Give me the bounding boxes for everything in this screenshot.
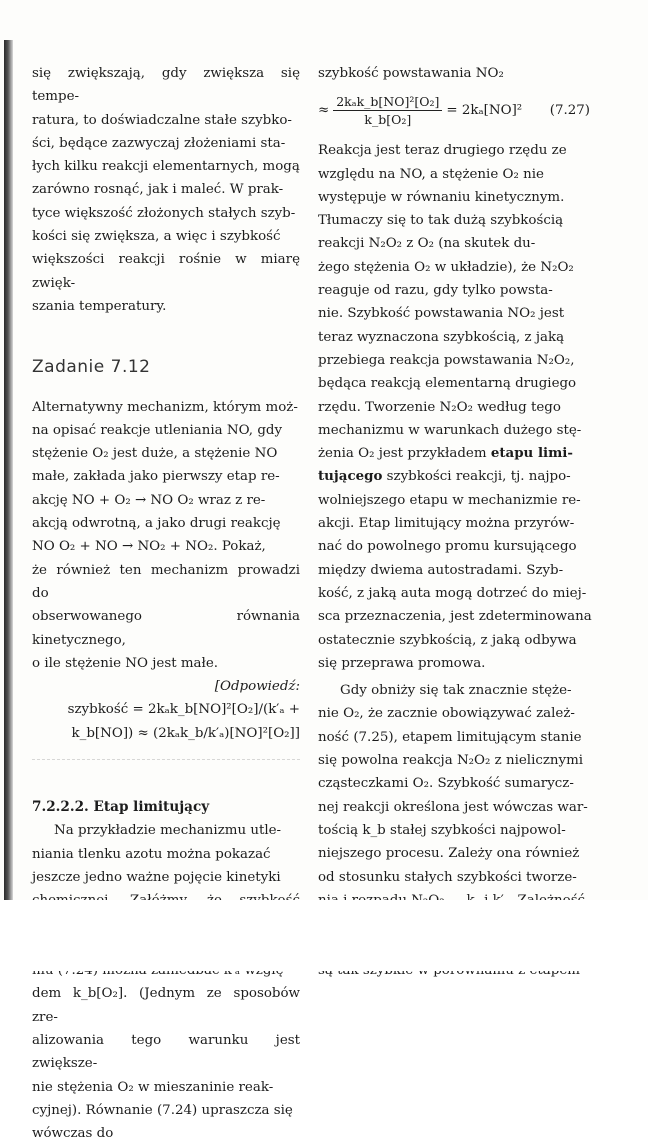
bold-term: tującego [318, 468, 383, 485]
fraction-numerator: 2kₐk_b[NO]²[O₂] [333, 94, 442, 111]
text-line: jeszcze jedno ważne pojęcie kinetyki [32, 869, 281, 885]
page-bottom-margin [0, 900, 648, 971]
text-line: tością k_b stałej szybkości najpowol- [318, 822, 566, 838]
text-line: NO O₂ + NO → NO₂ + NO₂. Pokaż, [32, 539, 266, 555]
text-line: od stosunku stałych szybkości tworze- [318, 869, 577, 885]
fraction-denominator: k_b[O₂] [364, 111, 412, 127]
text-line: ratura, to doświadczalne stałe szybko- [32, 112, 292, 128]
text-line: teraz wyznaczona szybkością, z jaką [318, 329, 565, 345]
answer-line: k_b[NO]) ≈ (2kₐk_b/k′ₐ)[NO]²[O₂]] [71, 725, 300, 741]
section-heading: 7.2.2.2. Etap limitujący [32, 799, 210, 816]
text-line: między dwiema autostradami. Szyb- [318, 562, 564, 578]
text-line: łych kilku reakcji elementarnych, mogą [32, 159, 300, 175]
answer-line: szybkość = 2kₐk_b[NO]²[O₂]/(k′ₐ + [67, 702, 300, 718]
task-answer [32, 675, 300, 745]
text-line: Alternatywny mechanizm, którym moż- [32, 399, 298, 415]
text-line: kość, z jaką auta mogą dotrzeć do miej- [318, 585, 587, 601]
text-line: nać do powolnego promu kursującego [318, 539, 577, 555]
text-line: na opisać reakcje utleniania NO, gdy [32, 422, 283, 438]
text-line: alizowania tego warunku jest zwiększe- [32, 1032, 300, 1072]
text-line: większości reakcji rośnie w miarę zwięk- [32, 252, 300, 291]
text-line: zarówno rosnąć, jak i maleć. W prak- [32, 182, 284, 198]
left-column [32, 62, 300, 1145]
text-line: się przeprawa promowa. [318, 655, 486, 671]
text-line: stężenie O₂ jest duże, a stężenie NO [32, 446, 278, 462]
text-line: wolniejszego etapu w mechanizmie re- [318, 492, 581, 508]
text-line: się powolna reakcja N₂O₂ z nielicznymi [318, 753, 584, 769]
text-span: żenia O₂ jest przykładem [318, 446, 487, 462]
text-line: Gdy obniży się tak znacznie stęże- [340, 683, 572, 699]
text-line: niejszego procesu. Zależy ona również [318, 846, 580, 862]
text-line: ność (7.25), etapem limitującym stanie [318, 729, 582, 745]
text-line: Tłumaczy się to tak dużą szybkością [318, 213, 564, 229]
text-line: nej reakcji określona jest wówczas war- [318, 799, 588, 815]
text-line: reakcji N₂O₂ z O₂ (na skutek du- [318, 236, 536, 252]
text-line: kości się zwiększa, a więc i szybkość [32, 229, 281, 245]
text-line: mechanizmu w warunkach dużego stę- [318, 422, 582, 438]
text-line: Reakcja jest teraz drugiego rzędu ze [318, 143, 567, 159]
text-line: obserwowanego równania kinetycznego, [32, 609, 300, 648]
text-line: nie. Szybkość powstawania NO₂ jest [318, 306, 565, 322]
text-line: akcji. Etap limitujący można przyrów- [318, 516, 575, 532]
text-line: małe, zakłada jako pierwszy etap re- [32, 469, 280, 485]
text-line: będąca reakcją elementarną drugiego [318, 376, 577, 392]
text-line: sca przeznaczenia, jest zdeterminowana [318, 609, 592, 625]
text-line: się zwiększają, gdy zwiększa się tempe- [32, 66, 300, 105]
answer-label: [Odpowiedź: [214, 679, 300, 695]
approx-sign: ≈ [318, 102, 330, 118]
right-column [318, 62, 596, 982]
paragraph-rate-limiting [318, 139, 596, 675]
text-line: względu na NO, a stężenie O₂ nie [318, 166, 544, 182]
text-line: przebiega reakcja powstawania N₂O₂, [318, 352, 575, 368]
bold-term: etapu limi- [490, 445, 573, 462]
text-line: że również ten mechanizm prowadzi do [32, 562, 300, 601]
text-line: akcją odwrotną, a jako drugi reakcję [32, 516, 281, 532]
task-paragraph [32, 396, 300, 676]
text-line: szania temperatury. [32, 298, 167, 314]
text-line: dem k_b[O₂]. (Jednym ze sposobów zre- [32, 986, 300, 1025]
equation-number: (7.27) [549, 102, 590, 118]
text-line: występuje w równaniu kinetycznym. [318, 189, 565, 205]
text-line [318, 442, 596, 465]
equation-body [318, 94, 522, 127]
intro-paragraph [32, 62, 300, 318]
section-paragraph [32, 819, 300, 1145]
task-heading: Zadanie 7.12 [32, 357, 151, 378]
text-line: nie O₂, że zacznie obowiązywać zależ- [318, 706, 575, 722]
text-line: akcję NO + O₂ → NO O₂ wraz z re- [32, 492, 266, 508]
text-line: nie stężenia O₂ w mieszaninie reak- [32, 1079, 274, 1095]
text-line [318, 465, 596, 488]
text-line: o ile stężenie NO jest małe. [32, 655, 219, 671]
equation-rhs: = 2kₐ[NO]² [446, 102, 523, 118]
text-line: ści, będące zazwyczaj złożeniami sta- [32, 135, 286, 151]
text-line: cząsteczkami O₂. Szybkość sumarycz- [318, 776, 574, 792]
text-line: szybkość powstawania NO₂ [318, 66, 504, 81]
text-line: cyjnej). Równanie (7.24) upraszcza się [32, 1102, 293, 1118]
text-line: żego stężenia O₂ w układzie), że N₂O₂ [318, 259, 574, 275]
page-spine-shadow [4, 40, 13, 900]
faint-separator [32, 759, 300, 768]
text-line: Na przykładzie mechanizmu utle- [54, 823, 282, 839]
equation-fraction [333, 94, 442, 127]
equation-7-27 [318, 87, 596, 133]
text-span: szybkości reakcji, tj. najpo- [382, 469, 571, 485]
text-line: reaguje od razu, gdy tylko powsta- [318, 283, 553, 299]
text-line: tyce większość złożonych stałych szyb- [32, 205, 296, 221]
text-line: niania tlenku azotu można pokazać [32, 846, 271, 862]
text-line: rzędu. Tworzenie N₂O₂ według tego [318, 399, 561, 415]
text-line: ostatecznie szybkością, z jaką odbywa [318, 632, 577, 648]
text-line: wówczas do [32, 1126, 114, 1142]
